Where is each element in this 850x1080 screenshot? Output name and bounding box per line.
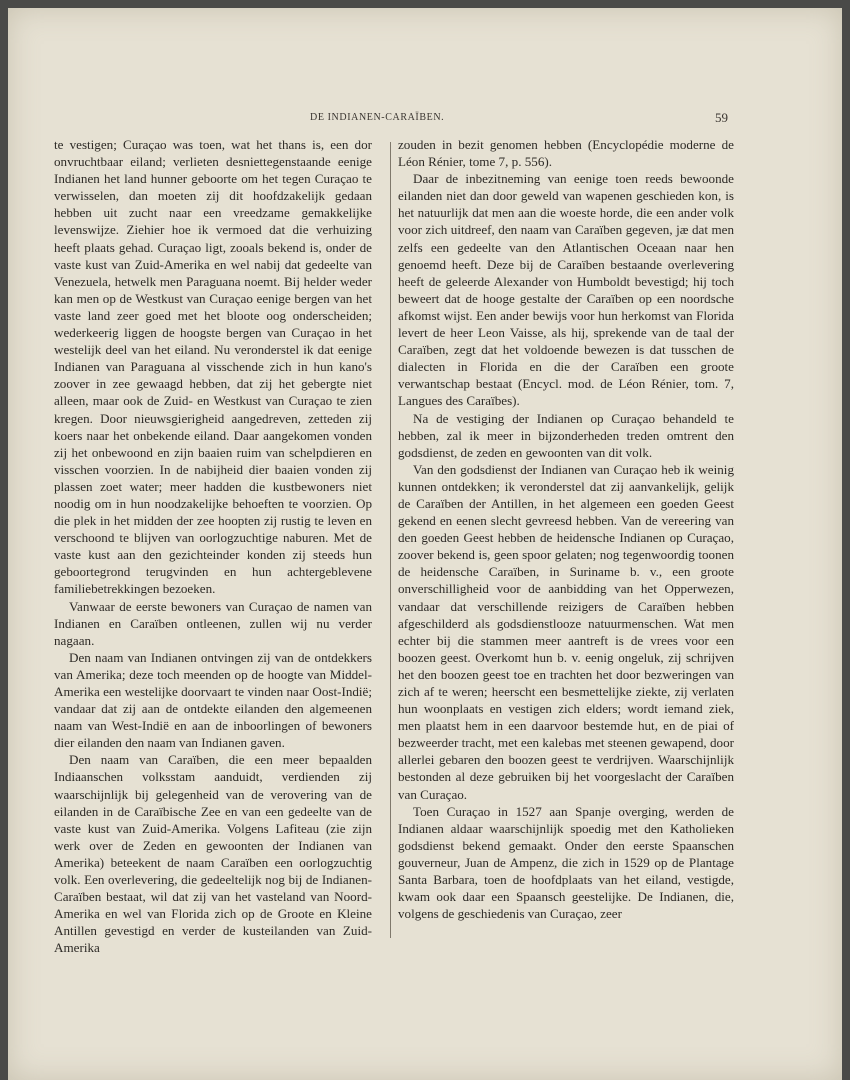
paragraph: Na de vestiging der Indianen op Curaçao behandeld te hebben, zal ik meer in bijzonderheden treden omtrent den godsdienst, de zeden en gewoonten van dit volk. — [398, 410, 734, 460]
paragraph: te vestigen; Curaçao was toen, wat het thans is, een dor onvruchtbaar eiland; verlieten desniettegenstaande eenige Indianen het land hunner geboorte om het tegen Curaçao te verwisselen, dan moeten zij dit hoofdzakelijk gedaan hebben uit zucht naar een vreedzame gemakkelijke levenswijze. Ziehier hoe ik vermoed dat die verhuizing heeft plaats gehad. Curaçao ligt, zooals bekend is, onder de vaste kust van Zuid-Amerika en wel nabij dat gedeelte van Venezuela, hetwelk men Paraguana noemt. Bij helder weder kan men op de Westkust van Curaçao eenige bergen van het vaste land zeer goed met het bloote oog onderscheiden; wederkeerig liggen de hoogste bergen van Curaçao in het westelijk deel van het eiland. Nu veronderstel ik dat eenige Indianen van Paraguana al visschende zich in hun kano's zoover in zee gewaagd hebben, dat zij het gebergte niet alleen, maar ook de Zuid- en Westkust van Curaçao te zien kregen. Door nieuwsgierigheid aangedreven, zetteden zij koers naar het onbekende eiland. Daar aangekomen vonden zij het onbewoond en zijn baaien ruim van schelpdieren en visschen voorzien. In de nabijheid dier baaien vonden zij plassen zoet water; meer hadden die kustbewoners niet noodig om in hun noodzakelijke behoeften te voorzien. Op die plek in het midden der zee hoopten zij rustig te leven en verschoond te blijven van oorlogzuchtige naburen. Met de vaste kust aan den gezichteinder konden zij steeds hun geboortegrond terugvinden en hun achtergeblevene familiebetrekkingen bezoeken. — [54, 137, 372, 597]
book-page — [8, 8, 842, 1080]
paragraph: Toen Curaçao in 1527 aan Spanje overging, werden de Indianen aldaar waarschijnlijk spoedig met den Katholieken godsdienst bekend gemaakt. Onder den eerste Spaanschen gouverneur, Juan de Ampenz, die zich in 1529 op de Plantage Santa Barbara, toen de hoofdplaats van het eiland, vestigde, kwam ook daar een Spaansch geestelijke. De Indianen, die, volgens de geschiedenis van Curaçao, zeer — [398, 803, 734, 922]
paragraph: zouden in bezit genomen hebben (Encyclopédie moderne de Léon Rénier, tome 7, p. 556). — [398, 137, 734, 170]
paragraph: Van den godsdienst der Indianen van Curaçao heb ik weinig kunnen ontdekken; ik veronderstel dat zij aanvankelijk, gelijk de Caraïben der Antillen, in het algemeen een goeden Geest gekend en eenen slecht gevreesd hebben. Van de vereering van den goeden Geest hebben de heidensche Indianen op Curaçao, zoover bekend is, geen spoor gelaten; nog tegenwoordig toonen de heidensche Caraïben, in Suriname b. v., een groote onverschilligheid voor de aanbidding van het Opperwezen, vandaar dat verschillende reizigers de Caraïben hebben afgeschilderd als godsdienstlooze natuurmenschen. Wat men echter bij die stammen meer aantreft is de vrees voor een boozen geest. Overkomt hun b. v. eenig ongeluk, zij schrijven het den boozen geest toe en trachten het door bezweringen van zich af te weren; heerscht een besmettelijke ziekte, zij verlaten hun woonplaats en vestigen zich elders; wordt iemand ziek, men plaatst hem in een daarvoor bestemde hut, en de piai of bezweerder tracht, met een kalebas met steenen gewapend, door allerlei gebaren den boozen geest te verdrijven. Waarschijnlijk bestonden al deze gebruiken bij het voorgeslacht der Caraïben van Curaçao. — [398, 461, 734, 802]
running-title: DE INDIANEN-CARAÏBEN. — [310, 112, 445, 123]
paragraph: Den naam van Indianen ontvingen zij van de ontdekkers van Amerika; deze toch meenden op de hoogte van Middel-Amerika een westelijke doorvaart te vinden naar Oost-Indië; vandaar dat zij aan de ontdekte eilanden den algemeenen naam van West-Indië en aan de inboorlingen of bewoners dier eilanden den naam van Indianen gaven. — [54, 649, 372, 751]
paragraph: Den naam van Caraïben, die een meer bepaalden Indiaanschen volksstam aanduidt, verdienden zij waarschijnlijk bij gelegenheid van de verovering van de eilanden in de Caraïbische Zee en van een gedeelte van de vaste kust van Zuid-Amerika. Volgens Lafiteau (zie zijn werk over de Zeden en gewoonten der Indianen van Amerika) beteekent de naam Caraïben een oorlogzuchtig volk. Een overlevering, die gedeeltelijk nog bij de Indianen-Caraïben bestaat, wil dat zij van het vasteland van Noord-Amerika en wel van Florida zich op de Groote en Kleine Antillen gevestigd en verder de kusteilanden van Zuid-Amerika — [54, 752, 372, 956]
running-head — [8, 112, 842, 128]
left-column — [54, 136, 372, 957]
paragraph: Daar de inbezitneming van eenige toen reeds bewoonde eilanden niet dan door geweld van wapenen geschieden kon, is het natuurlijk dat men aan die woeste horde, die een ander volk voor zich uitdreef, den naam van Caraïben gegeven, jæ dat men zelfs een gedeelte van den Atlantischen Oceaan naar hen genoemd heeft. Deze bij de Caraïben bestaande overlevering heeft de geleerde Alexander von Humboldt bevestigd; hij toch beweert dat de hooge gestalte der Caraïben op een noordsche afkomst wijst. Een ander bewijs voor hun herkomst van Florida levert de heer Leon Vaisse, als hij, sprekende van de taal der Caraïben, zegt dat het voldoende bewezen is dat tusschen de dialecten in Florida en die der Caraïben een groote verwantschap bestaat (Encycl. mod. de Léon Rénier, tom. 7, Langues des Caraïbes). — [398, 171, 734, 409]
paragraph: Vanwaar de eerste bewoners van Curaçao de namen van Indianen en Caraïben ontleenen, zullen wij nu verder nagaan. — [54, 598, 372, 648]
page-number: 59 — [715, 110, 728, 125]
right-column — [398, 136, 734, 922]
column-divider — [390, 142, 391, 938]
